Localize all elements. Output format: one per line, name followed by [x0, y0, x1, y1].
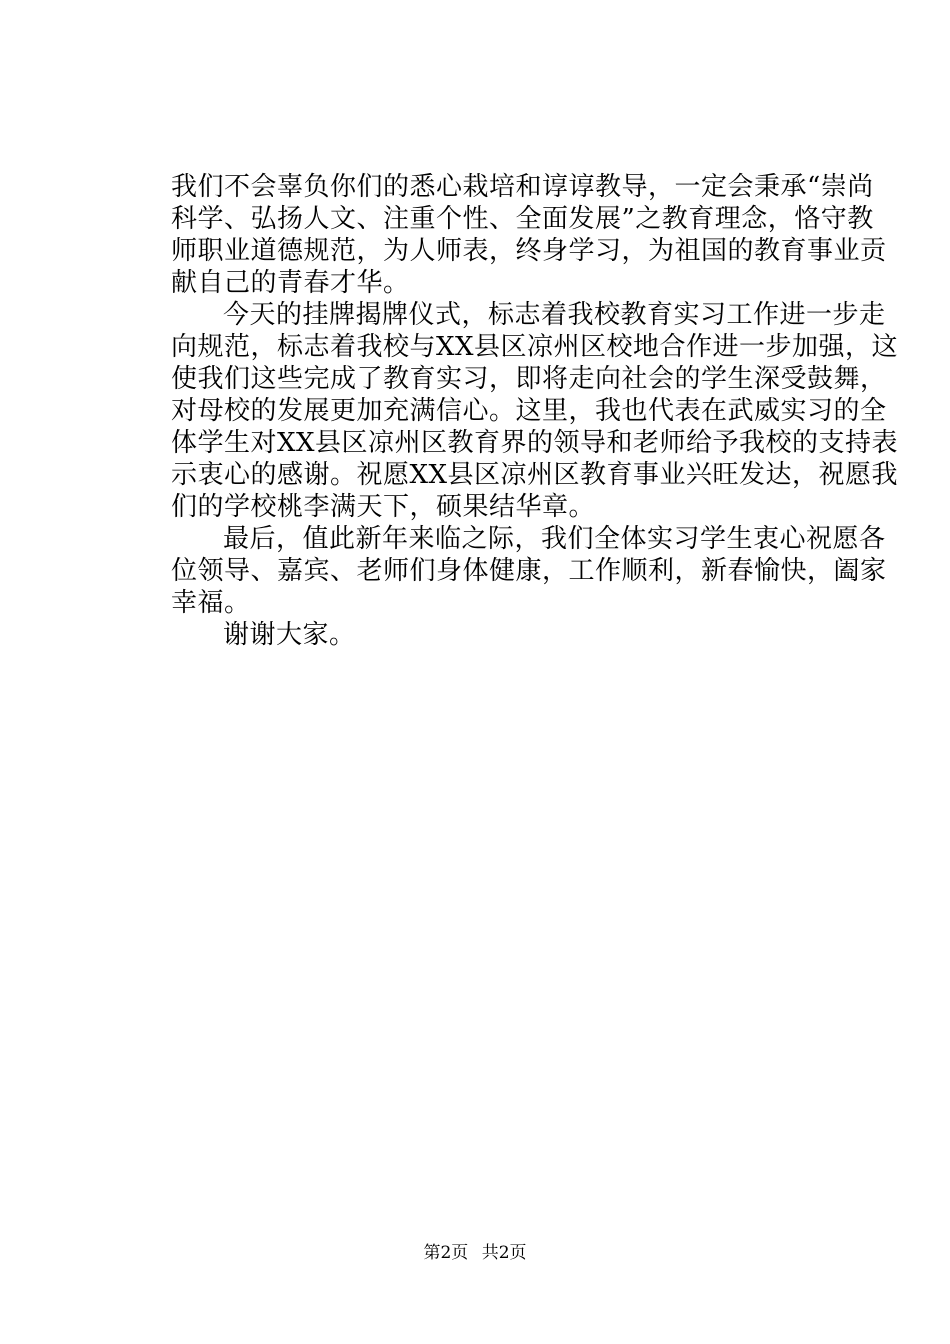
text-line: 谢谢大家。	[223, 620, 356, 650]
paragraph	[171, 619, 811, 651]
document-body	[171, 171, 899, 651]
page-footer	[0, 1242, 950, 1264]
text-line: 今天的挂牌揭牌仪式，标志着我校教育实习工作进一步走	[223, 300, 886, 330]
page-total: 共2页	[481, 1243, 527, 1263]
text-line: 最后，值此新年来临之际，我们全体实习学生衷心祝愿各	[223, 524, 886, 554]
text-line: 们的学校桃李满天下，硕果结华章。	[171, 492, 596, 522]
paragraph	[171, 523, 887, 619]
page-number: 第2页	[423, 1243, 469, 1263]
text-line: 科学、弘扬人文、注重个性、全面发展”之教育理念，恪守教	[171, 204, 874, 234]
paragraph	[171, 299, 899, 523]
text-line: 向规范，标志着我校与XX县区凉州区校地合作进一步加强，这	[171, 332, 899, 362]
text-line: 位领导、嘉宾、老师们身体健康，工作顺利，新春愉快，阖家	[171, 556, 887, 586]
text-line: 幸福。	[171, 588, 251, 618]
text-line: 我们不会辜负你们的悉心栽培和谆谆教导，一定会秉承“崇尚	[171, 172, 874, 202]
text-line: 示衷心的感谢。祝愿XX县区凉州区教育事业兴旺发达，祝愿我	[171, 460, 899, 490]
text-line: 献自己的青春才华。	[171, 268, 410, 298]
text-line: 师职业道德规范，为人师表，终身学习，为祖国的教育事业贡	[171, 236, 887, 266]
text-line: 体学生对XX县区凉州区教育界的领导和老师给予我校的支持表	[171, 428, 899, 458]
text-line: 对母校的发展更加充满信心。这里，我也代表在武威实习的全	[171, 396, 887, 426]
text-line: 使我们这些完成了教育实习，即将走向社会的学生深受鼓舞，	[171, 364, 887, 394]
paragraph	[171, 171, 887, 299]
